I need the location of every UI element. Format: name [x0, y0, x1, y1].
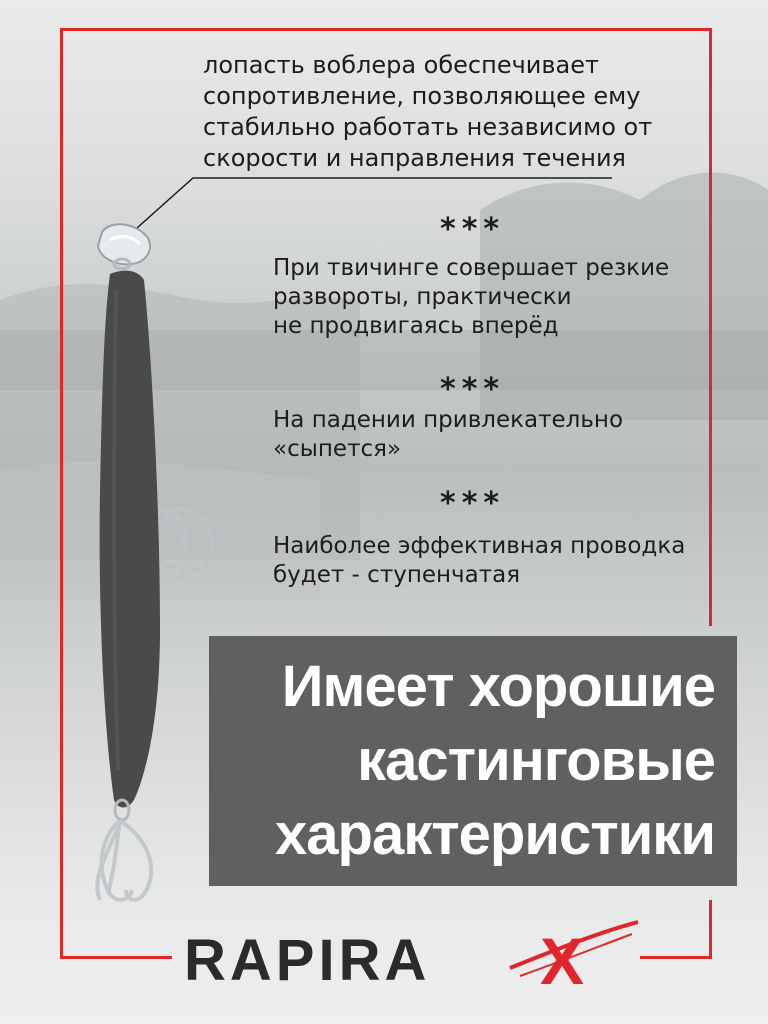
description-line: сопротивление, позволяющее ему: [203, 82, 641, 110]
frame-bottom-border-right: [640, 956, 712, 959]
banner-line: Имеет хорошие: [281, 654, 715, 719]
separator-stars: ***: [440, 486, 506, 521]
banner-headline: [275, 650, 715, 872]
lip-description: [203, 50, 683, 174]
frame-right-border-lower: [709, 900, 712, 958]
lure-body: [100, 271, 160, 808]
separator-stars: ***: [440, 372, 506, 407]
logo-x-mark: X: [540, 924, 585, 998]
feature-line: будет - ступенчатая: [273, 562, 521, 588]
feature-falling: [273, 406, 703, 464]
feature-line: не продвигаясь вперёд: [273, 313, 559, 339]
feature-line: На падении привлекательно: [273, 407, 624, 433]
feature-line: «сыпется»: [273, 436, 402, 462]
separator-stars: ***: [440, 212, 506, 247]
frame-bottom-border-left: [60, 956, 172, 959]
feature-line: развороты, практически: [273, 284, 572, 310]
belly-treble-hook: [162, 509, 213, 582]
banner-line: характеристики: [275, 802, 715, 867]
casting-banner: [209, 636, 737, 886]
description-line: стабильно работать независимо от: [203, 113, 653, 141]
feature-twitching: [273, 254, 703, 341]
rapirax-logo: [180, 918, 640, 998]
description-line: скорости и направления течения: [203, 144, 626, 172]
tail-treble-hook: [97, 820, 151, 900]
description-line: лопасть воблера обеспечивает: [203, 51, 599, 79]
logo-wordmark: RAPIRA: [184, 928, 431, 993]
feature-line: При твичинге совершает резкие: [273, 255, 670, 281]
feature-retrieve: [273, 532, 703, 590]
banner-line: кастинговые: [357, 728, 715, 793]
feature-line: Наиболее эффективная проводка: [273, 533, 686, 559]
